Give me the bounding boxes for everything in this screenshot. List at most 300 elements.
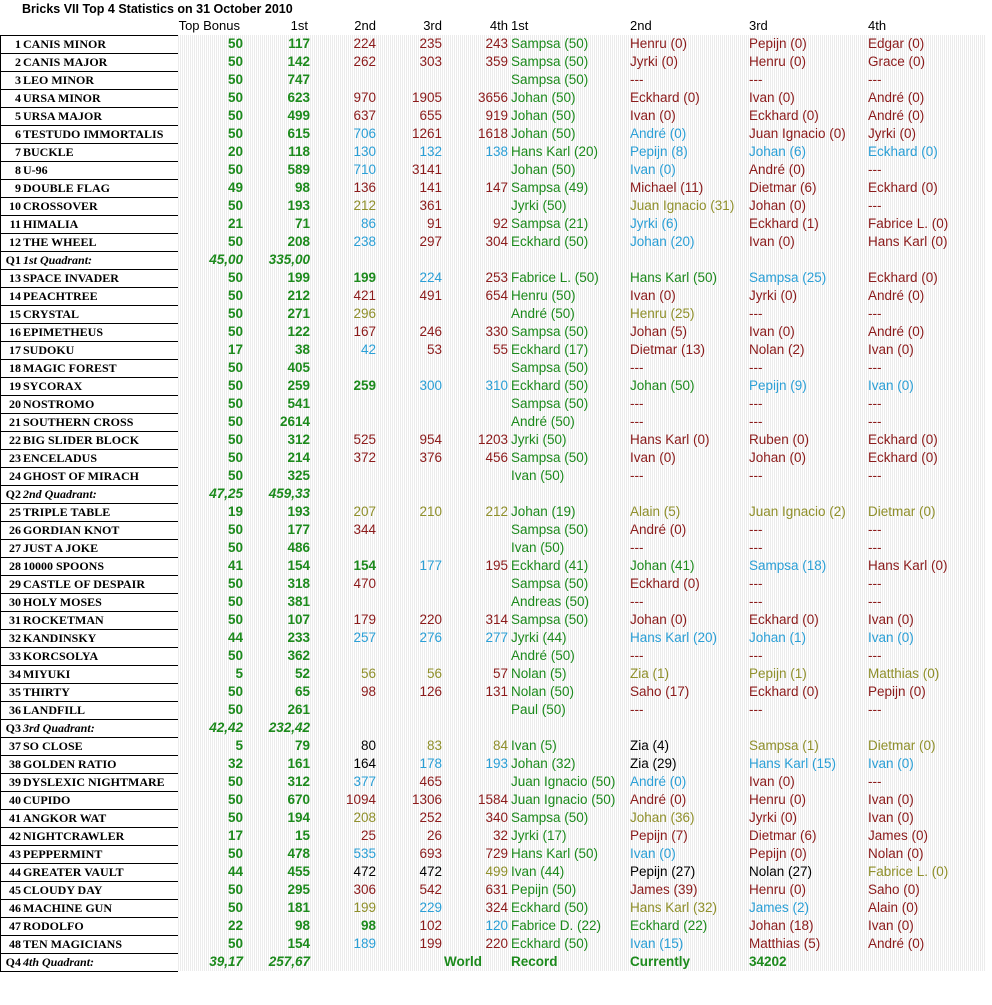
player-4-name: Eckhard (0) xyxy=(868,270,938,285)
second-score: 130 xyxy=(353,144,376,159)
top-bonus-value: 50 xyxy=(227,90,243,105)
fourth-score: 1584 xyxy=(477,792,508,807)
third-score: 3141 xyxy=(411,162,442,177)
puzzle-name: BIG SLIDER BLOCK xyxy=(23,433,140,447)
player-1-name: Juan Ignacio (50) xyxy=(511,792,616,807)
third-score: 655 xyxy=(419,108,442,123)
puzzle-name: KORCSOLYA xyxy=(23,649,99,663)
second-score: 208 xyxy=(353,810,376,825)
row-number: 12 xyxy=(9,235,21,249)
row-number: 7 xyxy=(15,145,21,159)
player-4-name: --- xyxy=(868,198,882,213)
puzzle-name: GREATER VAULT xyxy=(23,865,124,879)
third-score: 235 xyxy=(419,36,442,51)
player-4-name: --- xyxy=(868,468,882,483)
quadrant-label: 2nd Quadrant: xyxy=(23,487,97,501)
player-4-name: --- xyxy=(868,396,882,411)
top-bonus-value: 50 xyxy=(227,522,243,537)
first-score: 312 xyxy=(287,432,310,447)
player-2-name: Henru (25) xyxy=(630,306,695,321)
row-number: 33 xyxy=(9,649,21,663)
third-score: 1261 xyxy=(411,126,442,141)
player-3-name: Ivan (0) xyxy=(749,90,795,105)
top-bonus-value: 20 xyxy=(227,144,243,159)
second-score: 212 xyxy=(353,198,376,213)
player-2-name: Hans Karl (20) xyxy=(630,630,718,645)
third-score: 56 xyxy=(426,666,442,681)
player-4-name: --- xyxy=(868,702,882,717)
second-score: 179 xyxy=(353,612,376,627)
puzzle-row xyxy=(0,287,986,305)
puzzle-row xyxy=(0,53,986,71)
top-bonus-value: 50 xyxy=(227,36,243,51)
quadrant-label: 3rd Quadrant: xyxy=(23,721,95,735)
player-2-name: --- xyxy=(630,360,644,375)
footer-world-label: World xyxy=(444,954,482,969)
player-3-name: Dietmar (6) xyxy=(749,180,817,195)
player-1-name: Ivan (44) xyxy=(511,864,565,879)
row-number: 2 xyxy=(15,55,21,69)
second-score: 710 xyxy=(353,162,376,177)
row-number: 17 xyxy=(9,343,21,357)
player-1-name: Fabrice D. (22) xyxy=(511,918,602,933)
fourth-score: 340 xyxy=(485,810,508,825)
second-score: 472 xyxy=(353,864,376,879)
player-1-name: Sampsa (50) xyxy=(511,810,589,825)
fourth-score: 32 xyxy=(492,828,508,843)
player-4-name: Fabrice L. (0) xyxy=(868,864,949,879)
puzzle-name: SPACE INVADER xyxy=(23,271,119,285)
fourth-score: 1203 xyxy=(477,432,508,447)
player-4-name: Matthias (0) xyxy=(868,666,940,681)
player-4-name: --- xyxy=(868,306,882,321)
puzzle-row xyxy=(0,125,986,143)
puzzle-name: JUST A JOKE xyxy=(23,541,99,555)
third-score: 303 xyxy=(419,54,442,69)
player-2-name: --- xyxy=(630,468,644,483)
footer-record-value: 34202 xyxy=(749,954,787,969)
puzzle-name: HIMALIA xyxy=(23,217,79,231)
fourth-score: 359 xyxy=(485,54,508,69)
puzzle-name: TRIPLE TABLE xyxy=(23,505,111,519)
row-number: 25 xyxy=(9,505,21,519)
second-score: 164 xyxy=(353,756,376,771)
first-score: 208 xyxy=(287,234,310,249)
first-score: 38 xyxy=(294,342,310,357)
second-score: 42 xyxy=(360,342,376,357)
top-bonus-value: 50 xyxy=(227,576,243,591)
first-score: 381 xyxy=(287,594,310,609)
third-score: 246 xyxy=(419,324,442,339)
player-1-name: Johan (50) xyxy=(511,126,576,141)
player-2-name: Ivan (0) xyxy=(630,288,676,303)
player-4-name: Ivan (0) xyxy=(868,810,914,825)
row-number: 23 xyxy=(9,451,21,465)
player-3-name: James (2) xyxy=(749,900,810,915)
top-bonus-value: 5 xyxy=(235,666,243,681)
second-score: 167 xyxy=(353,324,376,339)
player-2-name: Hans Karl (32) xyxy=(630,900,718,915)
puzzle-row xyxy=(0,71,986,89)
player-3-name: --- xyxy=(749,468,763,483)
header-3rd-player: 3rd xyxy=(749,18,768,33)
player-1-name: Eckhard (41) xyxy=(511,558,589,573)
first-score: 233 xyxy=(287,630,310,645)
second-score: 98 xyxy=(360,684,376,699)
player-3-name: Matthias (5) xyxy=(749,936,821,951)
fourth-score: 195 xyxy=(485,558,508,573)
row-number: 35 xyxy=(9,685,21,699)
first-score: 212 xyxy=(287,288,310,303)
player-3-name: Ivan (0) xyxy=(749,774,795,789)
first-score: 541 xyxy=(287,396,310,411)
player-4-name: James (0) xyxy=(868,828,929,843)
row-number: Q2 xyxy=(5,487,21,501)
first-score: 194 xyxy=(287,810,310,825)
top-bonus-value: 50 xyxy=(227,594,243,609)
fourth-score: 138 xyxy=(485,144,508,159)
second-score: 372 xyxy=(353,450,376,465)
puzzle-row xyxy=(0,467,986,485)
row-number: 37 xyxy=(9,739,21,753)
puzzle-row xyxy=(0,755,986,773)
first-score: 98 xyxy=(294,180,310,195)
first-score: 589 xyxy=(287,162,310,177)
player-4-name: Eckhard (0) xyxy=(868,432,938,447)
second-score: 238 xyxy=(353,234,376,249)
player-4-name: --- xyxy=(868,162,882,177)
player-4-name: Ivan (0) xyxy=(868,630,914,645)
third-score: 542 xyxy=(419,882,442,897)
fourth-score: 120 xyxy=(485,918,508,933)
puzzle-row xyxy=(0,917,986,935)
player-1-name: Eckhard (17) xyxy=(511,342,589,357)
player-3-name: Eckhard (0) xyxy=(749,108,819,123)
puzzle-name: MAGIC FOREST xyxy=(23,361,117,375)
player-2-name: Ivan (0) xyxy=(630,846,676,861)
puzzle-name: U-96 xyxy=(23,163,48,177)
puzzle-row xyxy=(0,539,986,557)
player-3-name: Eckhard (0) xyxy=(749,612,819,627)
fourth-score: 55 xyxy=(492,342,508,357)
player-1-name: Jyrki (50) xyxy=(511,198,567,213)
player-1-name: Nolan (50) xyxy=(511,684,575,699)
fourth-score: 456 xyxy=(485,450,508,465)
puzzle-name: CLOUDY DAY xyxy=(23,883,103,897)
second-score: 56 xyxy=(360,666,376,681)
row-number: 45 xyxy=(9,883,21,897)
player-2-name: Zia (1) xyxy=(630,666,670,681)
top-bonus-value: 50 xyxy=(227,270,243,285)
first-score: 312 xyxy=(287,774,310,789)
puzzle-row xyxy=(0,827,986,845)
first-score: 362 xyxy=(287,648,310,663)
top-bonus-value: 50 xyxy=(227,198,243,213)
player-4-name: Hans Karl (0) xyxy=(868,234,948,249)
puzzle-row xyxy=(0,647,986,665)
quadrant-first-average: 257,67 xyxy=(268,954,310,969)
player-1-name: Sampsa (50) xyxy=(511,72,589,87)
player-1-name: Johan (32) xyxy=(511,756,576,771)
first-score: 486 xyxy=(287,540,310,555)
puzzle-row xyxy=(0,737,986,755)
top-bonus-value: 50 xyxy=(227,396,243,411)
top-bonus-value: 50 xyxy=(227,72,243,87)
player-2-name: Saho (17) xyxy=(630,684,690,699)
second-score: 98 xyxy=(360,918,376,933)
first-score: 615 xyxy=(287,126,310,141)
puzzle-name: GOLDEN RATIO xyxy=(23,757,117,771)
quadrant-bonus-average: 42,42 xyxy=(209,720,243,735)
player-2-name: Jyrki (6) xyxy=(630,216,678,231)
table-bottom-border xyxy=(0,971,178,972)
player-1-name: Sampsa (50) xyxy=(511,450,589,465)
puzzle-row xyxy=(0,89,986,107)
puzzle-row xyxy=(0,395,986,413)
puzzle-row xyxy=(0,899,986,917)
puzzle-row xyxy=(0,809,986,827)
player-4-name: Fabrice L. (0) xyxy=(868,216,949,231)
puzzle-name: SOUTHERN CROSS xyxy=(23,415,134,429)
player-1-name: Sampsa (50) xyxy=(511,612,589,627)
player-1-name: Nolan (5) xyxy=(511,666,567,681)
fourth-score: 193 xyxy=(485,756,508,771)
row-number: 41 xyxy=(9,811,21,825)
third-score: 465 xyxy=(419,774,442,789)
player-4-name: Edgar (0) xyxy=(868,36,925,51)
top-bonus-value: 17 xyxy=(227,342,243,357)
third-score: 141 xyxy=(419,180,442,195)
player-1-name: Ivan (50) xyxy=(511,468,565,483)
row-number: Q4 xyxy=(5,955,21,969)
third-score: 210 xyxy=(419,504,442,519)
puzzle-name: BUCKLE xyxy=(23,145,74,159)
top-bonus-value: 17 xyxy=(227,828,243,843)
top-bonus-value: 50 xyxy=(227,306,243,321)
player-3-name: Sampsa (1) xyxy=(749,738,819,753)
player-1-name: Ivan (50) xyxy=(511,540,565,555)
row-number: 5 xyxy=(15,109,21,123)
row-number: Q3 xyxy=(5,721,21,735)
player-4-name: Alain (0) xyxy=(868,900,919,915)
player-4-name: Grace (0) xyxy=(868,54,926,69)
player-2-name: Eckhard (0) xyxy=(630,576,700,591)
third-score: 178 xyxy=(419,756,442,771)
player-1-name: Eckhard (50) xyxy=(511,378,589,393)
row-number: 4 xyxy=(15,91,21,105)
player-2-name: --- xyxy=(630,648,644,663)
player-4-name: Ivan (0) xyxy=(868,756,914,771)
player-4-name: --- xyxy=(868,414,882,429)
third-score: 132 xyxy=(419,144,442,159)
player-4-name: Jyrki (0) xyxy=(868,126,916,141)
quadrant-bonus-average: 39,17 xyxy=(209,954,243,969)
player-1-name: Sampsa (50) xyxy=(511,54,589,69)
player-2-name: --- xyxy=(630,72,644,87)
player-2-name: Eckhard (0) xyxy=(630,90,700,105)
player-2-name: Eckhard (22) xyxy=(630,918,708,933)
row-number: 16 xyxy=(9,325,21,339)
top-bonus-value: 50 xyxy=(227,108,243,123)
first-score: 98 xyxy=(294,918,310,933)
quadrant-summary-row xyxy=(0,953,986,971)
puzzle-row xyxy=(0,683,986,701)
player-2-name: Pepijn (8) xyxy=(630,144,688,159)
player-3-name: Jyrki (0) xyxy=(749,288,797,303)
player-2-name: André (0) xyxy=(630,126,687,141)
first-score: 52 xyxy=(294,666,310,681)
player-3-name: Henru (0) xyxy=(749,882,807,897)
first-score: 177 xyxy=(287,522,310,537)
second-score: 470 xyxy=(353,576,376,591)
player-4-name: André (0) xyxy=(868,90,925,105)
fourth-score: 654 xyxy=(485,288,508,303)
top-bonus-value: 50 xyxy=(227,378,243,393)
top-bonus-value: 49 xyxy=(227,180,243,195)
puzzle-row xyxy=(0,773,986,791)
player-1-name: Andreas (50) xyxy=(511,594,590,609)
player-1-name: Jyrki (44) xyxy=(511,630,567,645)
player-3-name: Sampsa (25) xyxy=(749,270,827,285)
puzzle-name: SUDOKU xyxy=(23,343,75,357)
player-1-name: Hans Karl (20) xyxy=(511,144,599,159)
fourth-score: 220 xyxy=(485,936,508,951)
puzzle-row xyxy=(0,701,986,719)
second-score: 525 xyxy=(353,432,376,447)
row-number: 15 xyxy=(9,307,21,321)
first-score: 142 xyxy=(287,54,310,69)
top-bonus-value: 50 xyxy=(227,882,243,897)
top-bonus-value: 50 xyxy=(227,414,243,429)
player-3-name: --- xyxy=(749,522,763,537)
fourth-score: 499 xyxy=(485,864,508,879)
second-score: 25 xyxy=(360,828,376,843)
top-bonus-value: 44 xyxy=(227,864,243,879)
header-top-bonus: Top Bonus xyxy=(178,18,240,33)
puzzle-name: URSA MAJOR xyxy=(23,109,103,123)
puzzle-name: 10000 SPOONS xyxy=(23,559,105,573)
row-number: 48 xyxy=(9,937,21,951)
player-4-name: Eckhard (0) xyxy=(868,450,938,465)
fourth-score: 304 xyxy=(485,234,508,249)
player-2-name: Ivan (0) xyxy=(630,450,676,465)
player-4-name: Dietmar (0) xyxy=(868,504,936,519)
row-number: 30 xyxy=(9,595,21,609)
third-score: 491 xyxy=(419,288,442,303)
first-score: 318 xyxy=(287,576,310,591)
player-4-name: Ivan (0) xyxy=(868,342,914,357)
player-1-name: André (50) xyxy=(511,306,575,321)
first-score: 193 xyxy=(287,504,310,519)
player-3-name: Ivan (0) xyxy=(749,324,795,339)
player-3-name: Hans Karl (15) xyxy=(749,756,837,771)
row-number: 28 xyxy=(9,559,21,573)
player-2-name: André (0) xyxy=(630,792,687,807)
top-bonus-value: 50 xyxy=(227,648,243,663)
second-score: 1094 xyxy=(345,792,376,807)
player-1-name: Jyrki (50) xyxy=(511,432,567,447)
fourth-score: 277 xyxy=(485,630,508,645)
second-score: 970 xyxy=(353,90,376,105)
player-4-name: André (0) xyxy=(868,936,925,951)
second-score: 189 xyxy=(353,936,376,951)
puzzle-name: TEN MAGICIANS xyxy=(23,937,123,951)
second-score: 637 xyxy=(353,108,376,123)
player-3-name: Ruben (0) xyxy=(749,432,810,447)
third-score: 954 xyxy=(419,432,442,447)
puzzle-row xyxy=(0,449,986,467)
puzzle-name: PEPPERMINT xyxy=(23,847,103,861)
puzzle-row xyxy=(0,413,986,431)
row-number: 44 xyxy=(9,865,21,879)
player-2-name: --- xyxy=(630,702,644,717)
puzzle-name: SYCORAX xyxy=(23,379,83,393)
footer-record-label: Record xyxy=(511,954,558,969)
player-2-name: Alain (5) xyxy=(630,504,681,519)
first-score: 117 xyxy=(288,36,310,51)
player-3-name: André (0) xyxy=(749,162,806,177)
first-score: 670 xyxy=(287,792,310,807)
player-3-name: --- xyxy=(749,72,763,87)
third-score: 361 xyxy=(419,198,442,213)
quadrant-summary-row xyxy=(0,251,986,269)
puzzle-row xyxy=(0,845,986,863)
row-number: 21 xyxy=(9,415,21,429)
puzzle-name: HOLY MOSES xyxy=(23,595,102,609)
player-2-name: --- xyxy=(630,396,644,411)
quadrant-summary-row xyxy=(0,719,986,737)
player-4-name: Ivan (0) xyxy=(868,918,914,933)
first-score: 478 xyxy=(287,846,310,861)
puzzle-row xyxy=(0,935,986,953)
top-bonus-value: 50 xyxy=(227,684,243,699)
puzzle-name: ENCELADUS xyxy=(23,451,98,465)
third-score: 177 xyxy=(419,558,442,573)
row-number: 13 xyxy=(9,271,21,285)
player-3-name: Sampsa (18) xyxy=(749,558,827,573)
third-score: 276 xyxy=(419,630,442,645)
top-bonus-value: 50 xyxy=(227,360,243,375)
top-bonus-value: 50 xyxy=(227,54,243,69)
row-number: 24 xyxy=(9,469,21,483)
player-1-name: Sampsa (50) xyxy=(511,324,589,339)
fourth-score: 631 xyxy=(485,882,508,897)
puzzle-name: TESTUDO IMMORTALIS xyxy=(23,127,164,141)
player-3-name: Juan Ignacio (2) xyxy=(749,504,846,519)
player-4-name: Eckhard (0) xyxy=(868,180,938,195)
player-2-name: Ivan (15) xyxy=(630,936,684,951)
row-number: 38 xyxy=(9,757,21,771)
player-3-name: Johan (6) xyxy=(749,144,807,159)
row-number: 22 xyxy=(9,433,21,447)
puzzle-row xyxy=(0,575,986,593)
puzzle-name: LANDFILL xyxy=(23,703,86,717)
player-4-name: --- xyxy=(868,72,882,87)
fourth-score: 729 xyxy=(485,846,508,861)
row-number: 19 xyxy=(9,379,21,393)
player-4-name: André (0) xyxy=(868,108,925,123)
top-bonus-value: 50 xyxy=(227,432,243,447)
puzzle-name: CANIS MAJOR xyxy=(23,55,108,69)
first-score: 747 xyxy=(287,72,310,87)
player-2-name: Johan (0) xyxy=(630,612,688,627)
second-score: 535 xyxy=(353,846,376,861)
player-3-name: Johan (1) xyxy=(749,630,807,645)
fourth-score: 212 xyxy=(485,504,508,519)
second-score: 86 xyxy=(360,216,376,231)
first-score: 405 xyxy=(287,360,310,375)
third-score: 26 xyxy=(426,828,442,843)
